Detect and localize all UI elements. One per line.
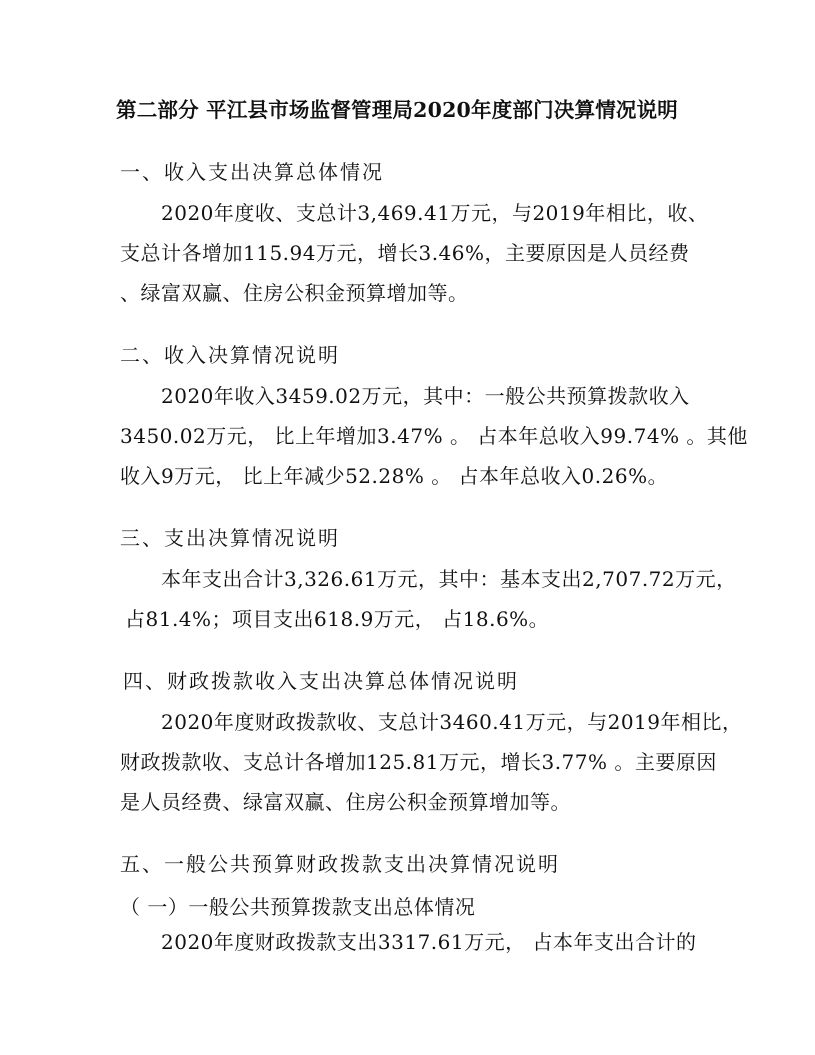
section-4-line-3: 是人员经费、绿富双赢、住房公积金预算增加等。 [120, 790, 571, 814]
section-3-heading: 三、支出决算情况说明 [120, 526, 340, 550]
section-2-line-1: 2020年收入3459.02万元，其中：一般公共预算拨款收入 [161, 384, 690, 408]
section-1-line-2: 支总计各增加115.94万元，增长3.46%，主要原因是人员经费 [120, 241, 690, 265]
section-2-heading: 二、收入决算情况说明 [120, 343, 340, 367]
page-title: 第二部分 平江县市场监督管理局2020年度部门决算情况说明 [116, 98, 678, 122]
section-2-line-2: 3450.02万元， 比上年增加3.47% 。 占本年总收入99.74% 。其他 [120, 424, 748, 448]
section-5-heading: 五、一般公共预算财政拨款支出决算情况说明 [120, 852, 560, 876]
section-5-subheading: （ 一）一般公共预算拨款支出总体情况 [120, 895, 476, 919]
section-4-heading: 四、财政拨款收入支出决算总体情况说明 [123, 669, 519, 693]
section-2-line-3: 收入9万元， 比上年减少52.28% 。 占本年总收入0.26%。 [120, 464, 669, 488]
section-4-line-1: 2020年度财政拨款收、支总计3460.41万元，与2019年相比， [161, 710, 743, 734]
section-1-line-1: 2020年度收、支总计3,469.41万元，与2019年相比，收、 [161, 201, 709, 225]
section-5-line-1: 2020年度财政拨款支出3317.61万元， 占本年支出合计的 [161, 930, 697, 954]
section-3-line-2: 占81.4%；项目支出618.9万元， 占18.6%。 [125, 607, 550, 631]
section-1-line-3: 、绿富双赢、住房公积金预算增加等。 [120, 281, 469, 305]
section-4-line-2: 财政拨款收、支总计各增加125.81万元，增长3.77% 。主要原因 [120, 750, 717, 774]
section-3-line-1: 本年支出合计3,326.61万元，其中：基本支出2,707.72万元， [161, 567, 737, 591]
section-1-heading: 一、收入支出决算总体情况 [120, 160, 384, 184]
